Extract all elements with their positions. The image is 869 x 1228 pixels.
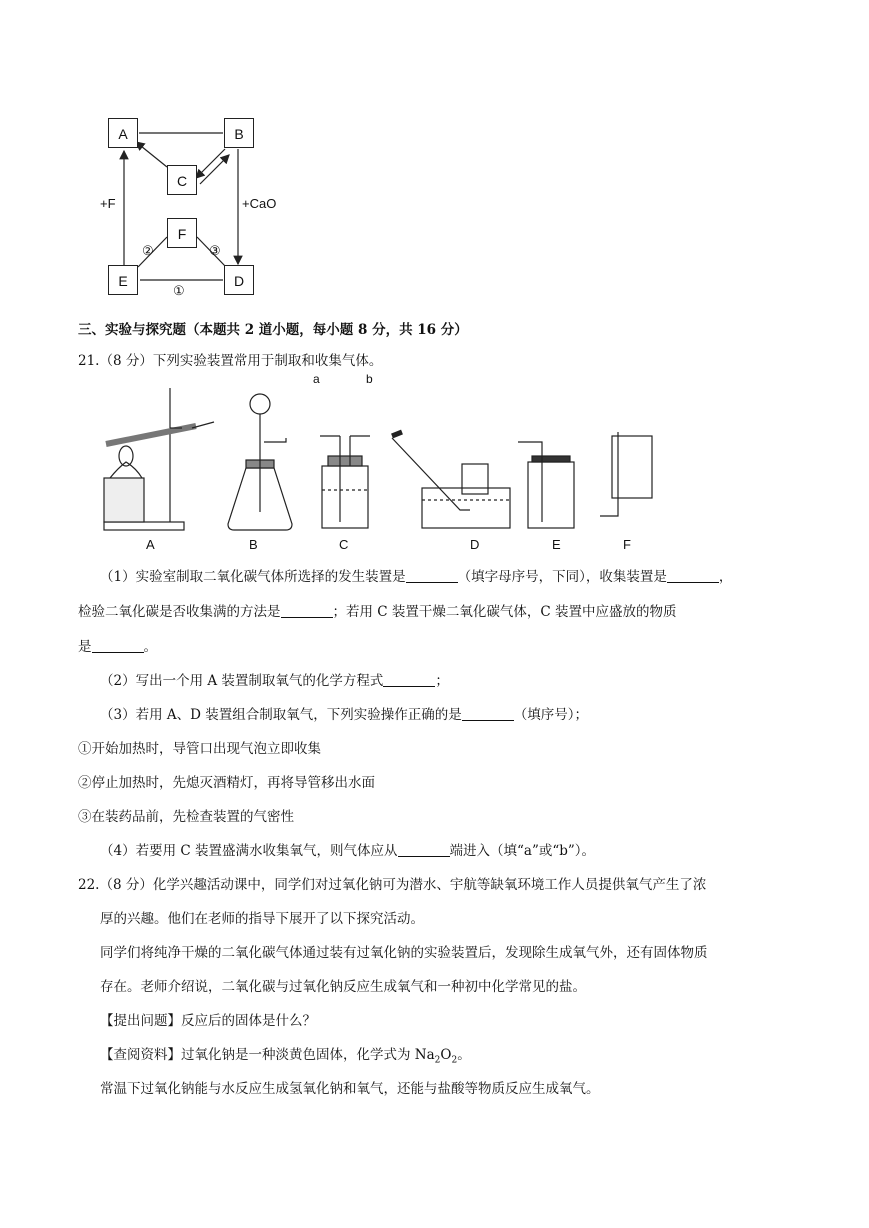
q22-question: 【提出问题】反应后的固体是什么？	[100, 1013, 316, 1029]
q21-part4-text-a: （4）若要用 C 装置盛满水收集氧气，则气体应从	[100, 843, 398, 859]
q21-option-1: ①开始加热时，导管口出现气泡立即收集	[78, 741, 321, 757]
q22-line7: 常温下过氧化钠能与水反应生成氢氧化钠和氧气，还能与盐酸等物质反应生成氧气。	[100, 1081, 600, 1097]
apparatus-label-a: A	[146, 537, 155, 552]
port-a-label: a	[313, 372, 320, 386]
answer-blank[interactable]	[667, 568, 719, 583]
q21-part2-text-b: ；	[435, 673, 449, 689]
node-d: D	[224, 265, 254, 295]
answer-blank[interactable]	[462, 706, 514, 721]
apparatus-illustration	[96, 372, 656, 558]
node-f: F	[167, 218, 197, 248]
answer-blank[interactable]	[406, 568, 458, 583]
node-e: E	[108, 265, 138, 295]
apparatus-drawing	[96, 382, 656, 558]
q21-part1-text-c: ，	[718, 569, 733, 585]
formula-subscript: 2	[451, 1055, 458, 1066]
q21-part1-text-e: ；若用 C 装置干燥二氧化碳气体，C 装置中应盛放的物质	[332, 604, 677, 620]
apparatus-a	[104, 388, 214, 530]
q22-line1: 22.（8 分）化学兴趣活动课中，同学们对过氧化钠可为潜水、宇航等缺氧环境工作人员提供氧气产生了浓	[78, 877, 707, 893]
q22-reference	[100, 1046, 471, 1070]
apparatus-e	[518, 442, 574, 528]
edge-label-2: ②	[142, 243, 154, 258]
apparatus-label-b: B	[249, 537, 258, 552]
q21-title: 21.（8 分）下列实验装置常用于制取和收集气体。	[78, 353, 383, 369]
edge-label-1: ①	[173, 283, 185, 298]
q21-part1-text-g: 。	[143, 639, 157, 655]
node-c: C	[167, 165, 197, 195]
apparatus-b	[228, 394, 292, 530]
answer-blank[interactable]	[398, 842, 450, 857]
q22-line4: 存在。老师介绍说，二氧化碳与过氧化钠反应生成氧气和一种初中化学常见的盐。	[100, 979, 586, 995]
q21-part1-text-d: 检验二氧化碳是否收集满的方法是	[78, 604, 281, 620]
q21-part1-text-a: （1）实验室制取二氧化碳气体所选择的发生装置是	[100, 569, 406, 585]
edge-label-plus-cao: +CaO	[242, 196, 277, 211]
q21-part2-text-a: （2）写出一个用 A 装置制取氧气的化学方程式	[100, 673, 384, 689]
q21-part4	[100, 842, 595, 860]
apparatus-label-d: D	[470, 537, 480, 552]
q21-option-3: ③在装药品前，先检查装置的气密性	[78, 809, 294, 825]
port-b-label: b	[366, 372, 373, 386]
apparatus-c	[320, 436, 370, 528]
apparatus-f	[600, 432, 652, 516]
edge-label-plus-f: +F	[100, 196, 116, 211]
apparatus-label-e: E	[552, 537, 561, 552]
apparatus-d	[392, 432, 510, 528]
q21-part2	[100, 672, 449, 690]
section-heading: 三、实验与探究题（本题共 2 道小题，每小题 8 分，共 16 分）	[78, 322, 468, 338]
q22-reference-end: 。	[457, 1047, 471, 1063]
q21-part1-line3	[78, 638, 157, 656]
answer-blank[interactable]	[383, 672, 435, 687]
q21-part1-text-b: （填字母序号，下同），收集装置是	[457, 569, 667, 585]
formula-oxygen: O	[440, 1047, 452, 1063]
q21-part1-line1	[100, 568, 732, 586]
formula-subscript: 2	[434, 1055, 441, 1066]
answer-blank[interactable]	[281, 603, 333, 618]
q21-part3	[100, 706, 588, 724]
node-a: A	[108, 118, 138, 148]
q21-part3-text-a: （3）若用 A、D 装置组合制取氧气，下列实验操作正确的是	[100, 707, 462, 723]
apparatus-label-c: C	[339, 537, 349, 552]
q21-part1-line2	[78, 603, 677, 621]
q22-line3: 同学们将纯净干燥的二氧化碳气体通过装有过氧化钠的实验装置后，发现除生成氧气外，还有固体物质	[100, 945, 708, 961]
q21-option-2: ②停止加热时，先熄灭酒精灯，再将导管移出水面	[78, 775, 375, 791]
node-b: B	[224, 118, 254, 148]
q22-line2: 厚的兴趣。他们在老师的指导下展开了以下探究活动。	[100, 911, 424, 927]
answer-blank[interactable]	[92, 638, 144, 653]
q21-part3-text-b: （填序号）；	[513, 707, 588, 723]
relationship-diagram	[90, 112, 300, 302]
q22-reference-text: 【查阅资料】过氧化钠是一种淡黄色固体，化学式为 Na	[100, 1047, 435, 1063]
apparatus-label-f: F	[623, 537, 631, 552]
q21-part1-text-f: 是	[78, 639, 92, 655]
q21-part4-text-b: 端进入（填“a”或“b”）。	[449, 843, 596, 859]
edge-label-3: ③	[209, 243, 221, 258]
